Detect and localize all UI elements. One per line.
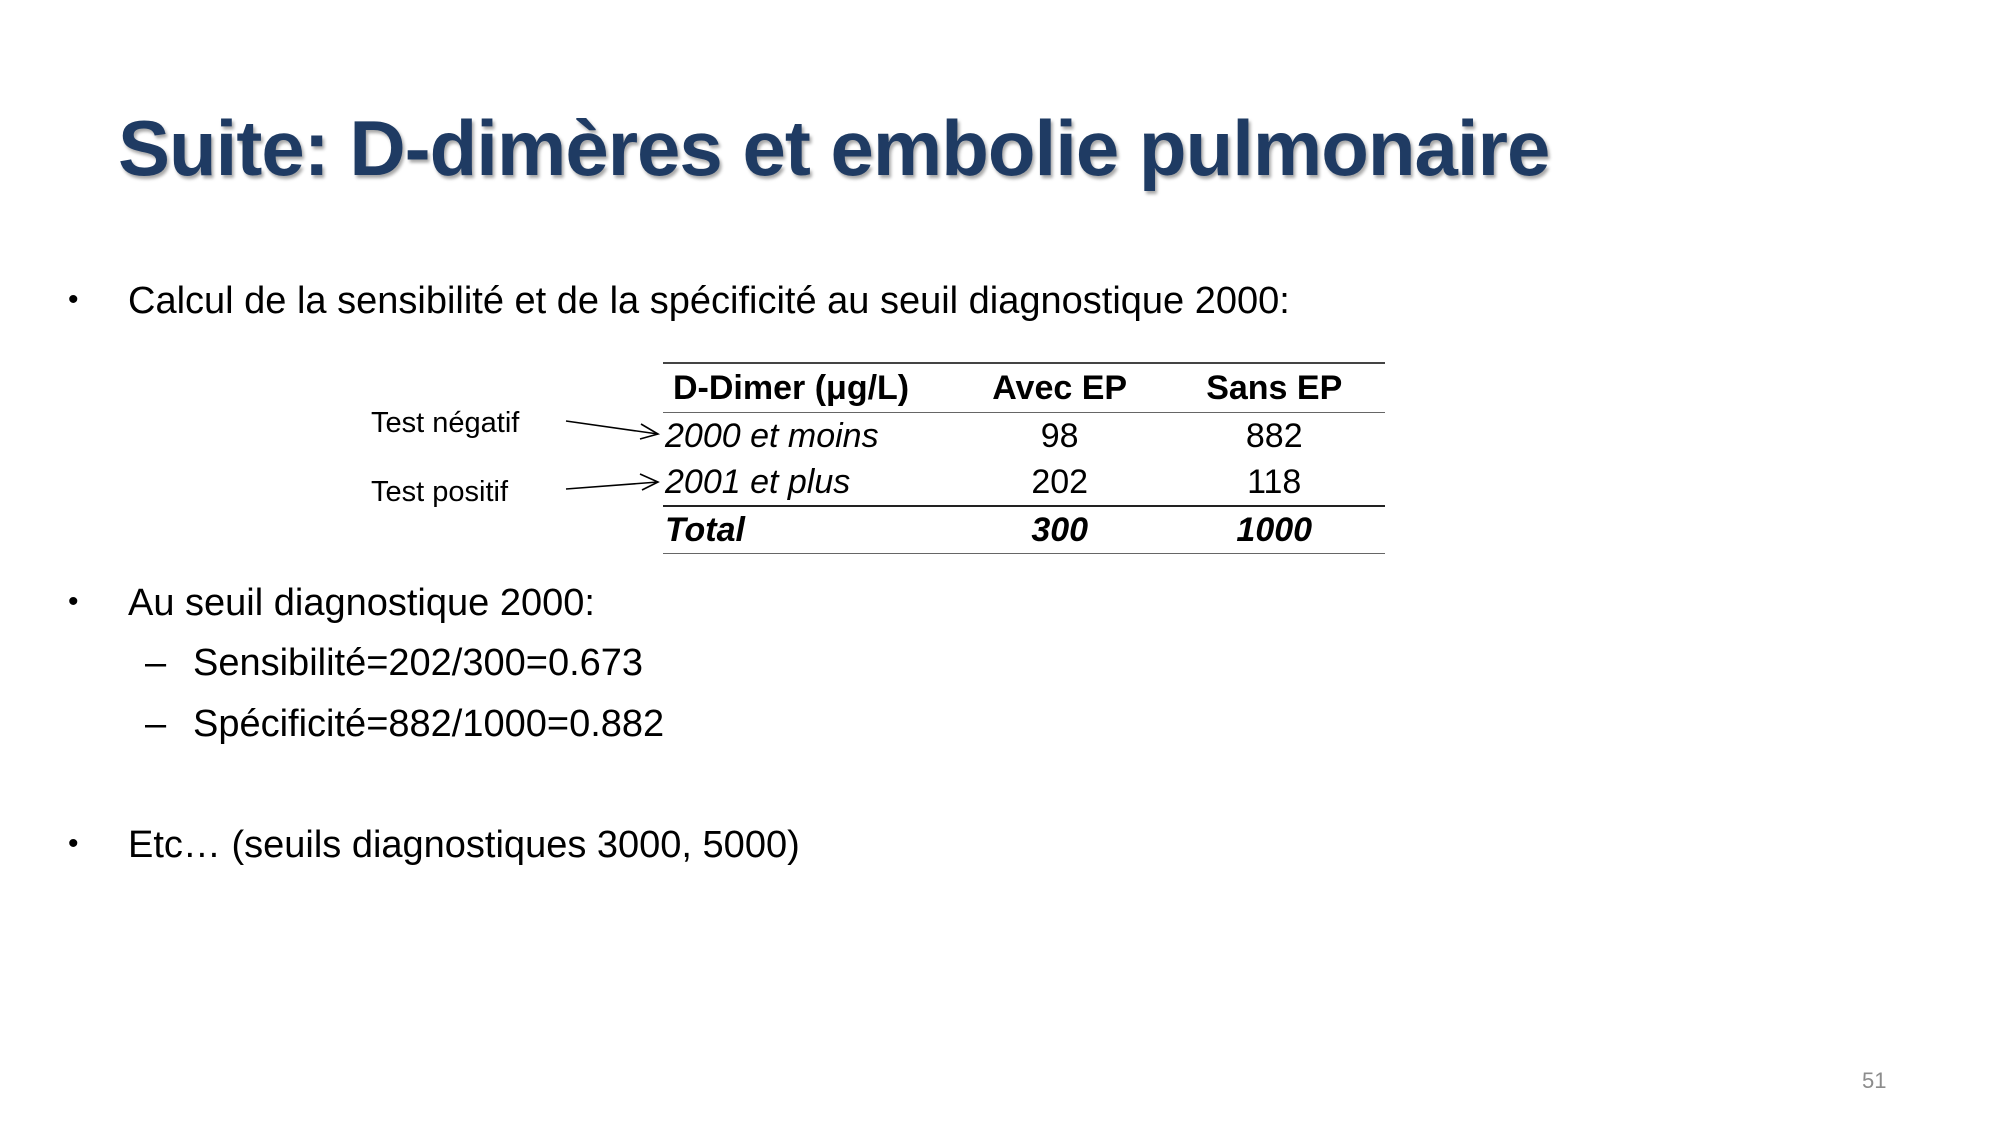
bullet-marker: •	[68, 585, 79, 618]
total-sans-ep: 1000	[1164, 506, 1386, 554]
header-sans-ep: Sans EP	[1164, 363, 1386, 413]
header-avec-ep: Avec EP	[956, 363, 1164, 413]
row-label: 2000 et moins	[665, 416, 879, 455]
ddimer-table	[663, 362, 1385, 554]
sub-bullet-sensibilite	[145, 641, 643, 687]
test-positive-label: Test positif	[371, 476, 508, 508]
cell-avec-ep: 98	[1040, 416, 1079, 455]
bullet-text: Etc… (seuils diagnostiques 3000, 5000)	[128, 824, 800, 866]
slide-title: Suite: D-dimères et embolie pulmonaire	[118, 104, 1550, 192]
bullet-seuil	[68, 581, 595, 627]
cell-sans-ep: 118	[1164, 459, 1386, 506]
sub-bullet-text: Spécificité=882/1000=0.882	[193, 703, 665, 745]
sub-bullet-specificite	[145, 702, 664, 748]
bullet-marker: •	[68, 827, 79, 860]
dash-marker: –	[145, 642, 167, 684]
annotation-arrows	[555, 405, 670, 505]
total-label: Total	[663, 506, 956, 554]
sub-bullet-text: Sensibilité=202/300=0.673	[193, 642, 644, 684]
total-avec-ep: 300	[956, 506, 1164, 554]
row-label: 2001 et plus	[663, 459, 956, 506]
table-header-row	[663, 363, 1385, 413]
bullet-etc	[68, 823, 800, 869]
table-row	[663, 459, 1385, 506]
bullet-marker: •	[68, 283, 79, 316]
bullet-text: Calcul de la sensibilité et de la spécificité au seuil diagnostique 2000:	[128, 280, 1290, 322]
table-total-row	[663, 506, 1385, 554]
arrow-to-negative-row	[566, 421, 658, 439]
page-number: 51	[1862, 1068, 1887, 1093]
arrow-to-positive-row	[566, 474, 658, 490]
bullet-calcul	[68, 279, 1290, 325]
table-row	[663, 413, 1385, 460]
dash-marker: –	[145, 703, 167, 745]
header-ddimer: D-Dimer (μg/L)	[663, 363, 956, 413]
bullet-text: Au seuil diagnostique 2000:	[128, 582, 595, 624]
cell-avec-ep: 202	[956, 459, 1164, 506]
test-negative-label: Test négatif	[371, 407, 520, 439]
cell-sans-ep: 882	[1245, 416, 1303, 455]
